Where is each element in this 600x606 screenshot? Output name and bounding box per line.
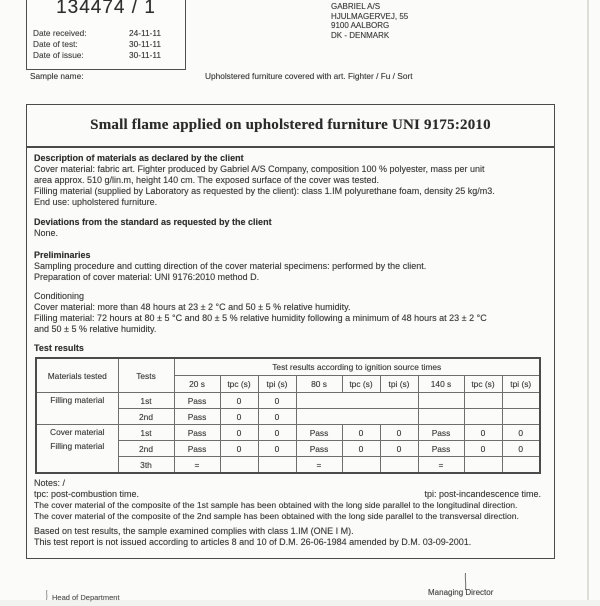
result-cell [342,393,380,409]
note-line: The cover material of the composite of the 2nd sample has been obtained with the long side parallel to the transversal direction. [34,511,519,521]
material-line: Cover material [50,427,105,437]
result-cell: = [418,457,464,474]
sample-name-label: Sample name: [30,71,84,81]
conclusion-line: This test report is not issued according to articles 8 and 10 of D.M. 26-06-1984 amended by D.M. 03-09-2001. [34,537,472,547]
result-cell: 0 [380,425,418,441]
section-conditioning [34,291,547,335]
section-deviations [34,217,547,239]
date-of-test-label: Date of test: [33,39,78,49]
test-cell: 3th [118,457,174,474]
date-received-value: 24-11-11 [129,28,161,38]
result-cell [380,409,418,425]
recipient-name: GABRIEL A/S [331,2,381,11]
result-cell: Pass [418,441,464,457]
result-cell [418,393,464,409]
material-line: Filling material [50,441,105,451]
result-cell [464,457,502,474]
result-cell: 0 [464,425,502,441]
report-number: 134474 / 1 [56,0,156,18]
result-cell [502,457,540,474]
date-received-label: Date received: [33,28,87,38]
result-cell: 0 [502,425,540,441]
result-cell [342,457,380,474]
scan-edge-artifact [587,0,589,600]
result-cell: 0 [258,393,296,409]
deviations-line: None. [34,228,59,238]
result-cell: 0 [342,441,380,457]
result-cell: Pass [296,425,342,441]
date-row [33,28,185,39]
test-cell: 2nd [118,409,174,425]
date-of-test-value: 30-11-11 [129,39,161,49]
conditioning-heading: Conditioning [34,291,85,301]
result-cell [502,393,540,409]
result-cell [220,457,258,474]
report-body-box [26,147,555,559]
test-cell: 2nd [118,441,174,457]
conditioning-line: and 50 ± 5 % relative humidity. [34,324,157,334]
col-header-tests: Tests [118,358,174,393]
tpc-note: tpc: post-combustion time. [34,489,140,499]
result-cell: Pass [418,425,464,441]
notes-block [34,478,547,548]
date-of-issue-value: 30-11-11 [129,50,161,60]
abbreviation-notes [34,489,547,500]
conditioning-line: Cover material: more than 48 hours at 23 ± 2 °C and 50 ± 5 % relative humidity. [34,302,351,312]
result-cell [342,409,380,425]
preliminaries-heading: Preliminaries [34,250,91,260]
test-results-heading: Test results [34,343,84,353]
sub-header: 140 s [418,376,464,393]
result-cell [296,393,342,409]
test-cell: 1st [118,393,174,409]
result-cell: 0 [464,441,502,457]
result-cell [418,409,464,425]
sub-header: tpc (s) [342,376,380,393]
result-cell: 0 [502,441,540,457]
test-results-table [35,357,541,474]
result-cell: 0 [258,441,296,457]
description-line: End use: upholstered furniture. [34,197,158,207]
result-cell: 0 [342,425,380,441]
col-header-materials: Materials tested [36,358,118,393]
result-cell: 0 [220,441,258,457]
span-header-ignition-times: Test results according to ignition source times [174,358,540,376]
result-cell: = [296,457,342,474]
material-cell [36,425,118,474]
sub-header: tpc (s) [464,376,502,393]
report-number-box [26,0,186,70]
result-cell: 0 [258,409,296,425]
head-of-department-label: Head of Department [52,593,120,602]
conclusion-line: Based on test results, the sample examined complies with class 1.IM (ONE I M). [34,526,354,536]
result-cell: 0 [258,425,296,441]
sub-header: tpi (s) [258,376,296,393]
result-cell [296,409,342,425]
conclusion-block [34,526,547,548]
sample-name-value: Upholstered furniture covered with art. Fighter / Fu / Sort [205,71,413,81]
description-line: area approx. 510 g/lin.m, height 140 cm. The exposed surface of the cover was tested. [34,175,380,185]
description-line: Filling material (supplied by Laboratory as requested by the client): class 1.IM polyurethane foam, density 25 kg/m3. [34,186,495,196]
recipient-city: 9100 AALBORG [331,21,390,31]
test-cell: 1st [118,425,174,441]
result-cell: 0 [380,441,418,457]
date-row [33,50,185,61]
date-list [27,28,185,61]
section-preliminaries [34,250,547,283]
title-box [26,104,555,147]
result-cell: 0 [220,409,258,425]
result-cell [258,457,296,474]
preliminaries-line: Sampling procedure and cutting direction of the cover material specimens: performed by the client. [34,261,427,271]
deviations-heading: Deviations from the standard as requested by the client [34,217,272,227]
tpi-note: tpi: post-incandescence time. [424,489,541,499]
note-line: The cover material of the composite of the 1st sample has been obtained with the long side parallel to the longitudinal direction. [34,500,518,510]
result-cell [502,409,540,425]
section-description [34,153,547,208]
page-title: Small flame applied on upholstered furniture UNI 9175:2010 [90,117,491,133]
result-cell [380,393,418,409]
description-heading: Description of materials as declared by the client [34,153,244,163]
result-cell: Pass [296,441,342,457]
sub-header: 20 s [174,376,220,393]
result-cell: Pass [174,425,220,441]
result-cell: Pass [174,409,220,425]
result-cell [380,457,418,474]
conditioning-line: Filling material: 72 hours at 80 ± 5 °C and 80 ± 5 % relative humidity following a minimum of 48 hours at 23 ± 2 °C [34,313,487,323]
date-row [33,39,185,50]
sub-header: tpi (s) [502,376,540,393]
sub-header: tpc (s) [220,376,258,393]
preliminaries-line: Preparation of cover material: UNI 9176:2010 method D. [34,272,260,282]
sub-header: tpi (s) [380,376,418,393]
result-cell: = [174,457,220,474]
result-cell: Pass [174,441,220,457]
sub-header: 80 s [296,376,342,393]
managing-director-label: Managing Director [428,588,494,597]
signature-stroke-icon [43,588,51,606]
recipient-street: HJULMAGERVEJ, 55 [331,11,409,21]
material-cell: Filling material [36,393,118,425]
result-cell [464,393,502,409]
date-of-issue-label: Date of issue: [33,50,84,60]
notes-label: Notes: / [34,478,66,488]
result-cell: 0 [220,425,258,441]
description-line: Cover material: fabric art. Fighter produced by Gabriel A/S Company, composition 100 % polyester, mass per unit [34,164,485,174]
result-cell: Pass [174,393,220,409]
recipient-address [331,2,408,40]
result-cell: 0 [220,393,258,409]
result-cell [464,409,502,425]
recipient-country: DK - DENMARK [331,30,390,40]
